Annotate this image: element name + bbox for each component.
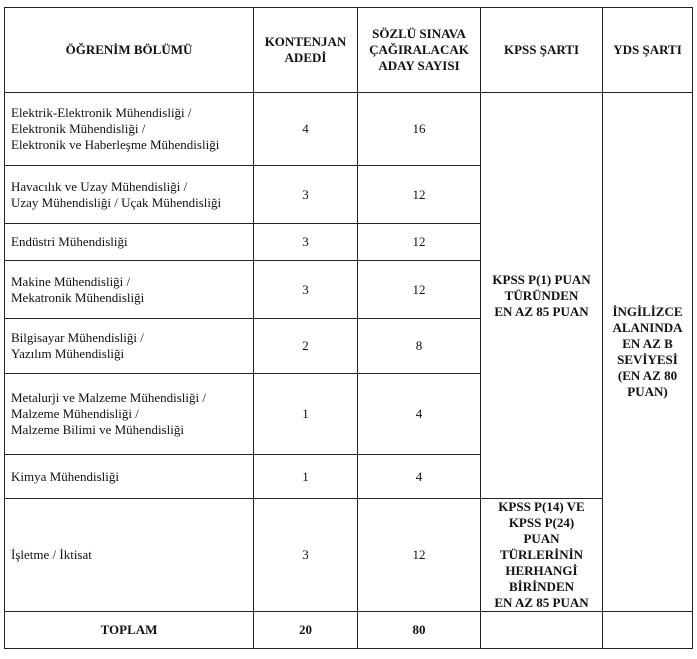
total-kontenjan: 20 (254, 612, 358, 649)
total-label: TOPLAM (5, 612, 254, 649)
total-kpss-empty (481, 612, 603, 649)
kontenjan-cell: 3 (254, 499, 358, 612)
header-bolum: ÖĞRENİM BÖLÜMÜ (5, 8, 254, 93)
bolum-cell: Metalurji ve Malzeme Mühendisliği / Malzeme Mühendisliği / Malzeme Bilimi ve Mühendisliği (5, 374, 254, 455)
total-row (5, 612, 693, 649)
bolum-cell: Bilgisayar Mühendisliği / Yazılım Mühendisliği (5, 319, 254, 374)
kontenjan-cell: 3 (254, 166, 358, 224)
kontenjan-cell: 3 (254, 261, 358, 319)
quota-table (4, 7, 693, 649)
bolum-cell: Endüstri Mühendisliği (5, 224, 254, 261)
kontenjan-cell: 1 (254, 455, 358, 499)
header-kontenjan: KONTENJAN ADEDİ (254, 8, 358, 93)
bolum-cell: Elektrik-Elektronik Mühendisliği / Elektronik Mühendisliği / Elektronik ve Haberleşme Mühendisliği (5, 93, 254, 166)
table-row (5, 499, 693, 612)
total-yds-empty (603, 612, 693, 649)
header-kpss: KPSS ŞARTI (481, 8, 603, 93)
bolum-cell: İşletme / İktisat (5, 499, 254, 612)
kontenjan-cell: 4 (254, 93, 358, 166)
bolum-cell: Kimya Mühendisliği (5, 455, 254, 499)
kontenjan-cell: 2 (254, 319, 358, 374)
aday-sayisi-cell: 16 (358, 93, 481, 166)
aday-sayisi-cell: 4 (358, 374, 481, 455)
bolum-cell: Havacılık ve Uzay Mühendisliği / Uzay Mühendisliği / Uçak Mühendisliği (5, 166, 254, 224)
header-row (5, 8, 693, 93)
kpss-sart-cell: KPSS P(14) VE KPSS P(24) PUAN TÜRLERİNİN HERHANGİ BİRİNDEN EN AZ 85 PUAN (481, 499, 603, 612)
kontenjan-cell: 1 (254, 374, 358, 455)
aday-sayisi-cell: 4 (358, 455, 481, 499)
kontenjan-cell: 3 (254, 224, 358, 261)
header-aday-sayisi: SÖZLÜ SINAVA ÇAĞIRALACAK ADAY SAYISI (358, 8, 481, 93)
aday-sayisi-cell: 12 (358, 499, 481, 612)
kpss-sart-cell: KPSS P(1) PUAN TÜRÜNDEN EN AZ 85 PUAN (481, 93, 603, 499)
aday-sayisi-cell: 12 (358, 224, 481, 261)
aday-sayisi-cell: 12 (358, 261, 481, 319)
aday-sayisi-cell: 12 (358, 166, 481, 224)
header-yds: YDS ŞARTI (603, 8, 693, 93)
yds-sart-cell: İNGİLİZCE ALANINDA EN AZ B SEVİYESİ (EN AZ 80 PUAN) (603, 93, 693, 612)
total-aday-sayisi: 80 (358, 612, 481, 649)
table-row (5, 93, 693, 166)
aday-sayisi-cell: 8 (358, 319, 481, 374)
bolum-cell: Makine Mühendisliği / Mekatronik Mühendisliği (5, 261, 254, 319)
